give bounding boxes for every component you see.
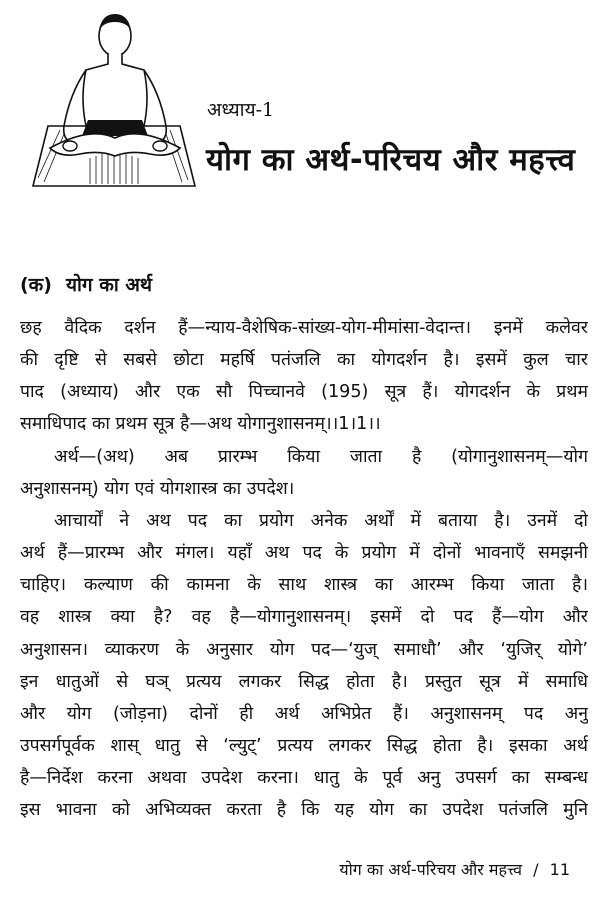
text-line: आचार्यों ने अथ पद का प्रयोग अनेक अर्थों में बताया है। उनमें दो (54, 510, 588, 531)
running-title: योग का अर्थ-परिचय और महत्त्व (339, 860, 523, 879)
page-footer (339, 858, 570, 880)
section-heading (20, 271, 152, 297)
text-line: अर्थ—(अथ) अब प्रारम्भ किया जाता है (योगानुशासनम्—योग (54, 446, 588, 467)
section-heading-text: योग का अर्थ (65, 274, 153, 296)
text-line: अनुशासनम्) योग एवं योगशास्त्र का उपदेश। (20, 478, 295, 499)
text-line: है—निर्देश करना अथवा उपदेश करना। धातु के पूर्व अनु उपसर्ग का सम्बन्ध (20, 768, 588, 789)
text-line: और योग (जोड़ना) दोनों ही अर्थ अभिप्रेत हैं। अनुशासनम् पद अनु (20, 703, 588, 724)
body-text (20, 312, 588, 827)
text-line: इन धातुओं से घञ् प्रत्यय लगकर सिद्ध होता है। प्रस्तुत सूत्र में समाधि (20, 671, 588, 692)
text-line: उपसर्गपूर्वक शास् धातु से ‘ल्युट्’ प्रत्यय लगकर सिद्ध होता है। इसका अर्थ (20, 736, 588, 757)
chapter-label: अध्याय-1 (207, 99, 275, 121)
chapter-title: योग का अर्थ-परिचय और महत्त्व (206, 142, 576, 178)
text-line: पाद (अध्याय) और एक सौ पिच्चानवे (195) सूत्र हैं। योगदर्शन के प्रथम (20, 382, 588, 403)
footer-separator: / (533, 860, 539, 879)
text-line: की दृष्टि से सबसे छोटा महर्षि पतंजलि का योगदर्शन है। इसमें कुल चार (20, 350, 588, 371)
meditation-figure-illustration (30, 8, 200, 198)
page-number: 11 (549, 860, 570, 879)
text-line: छह वैदिक दर्शन हैं—न्याय-वैशेषिक-सांख्य-योग-मीमांसा-वेदान्त। इनमें कलेवर (20, 318, 588, 338)
text-line: चाहिए। कल्याण की कामना के साथ शास्त्र का आरम्भ किया जाता है। (20, 575, 588, 596)
text-line: समाधिपाद का प्रथम सूत्र है—अथ योगानुशासनम्।।1।1।। (20, 414, 381, 435)
text-line: वह शास्त्र क्या है? वह है—योगानुशासनम्। इसमें दो पद हैं—योग और (20, 607, 588, 628)
text-line: अनुशासन। व्याकरण के अनुसार योग पद—‘युज् समाधौ’ और ‘युजिर् योगे’ (20, 639, 588, 660)
text-line: इस भावना को अभिव्यक्त करता है कि यह योग का उपदेश पतंजलि मुनि (20, 800, 588, 821)
text-line: अर्थ हैं—प्रारम्भ और मंगल। यहाँ अथ पद के प्रयोग में दोनों भावनाएँ समझनी (20, 543, 588, 564)
section-marker: (क) (20, 274, 52, 296)
